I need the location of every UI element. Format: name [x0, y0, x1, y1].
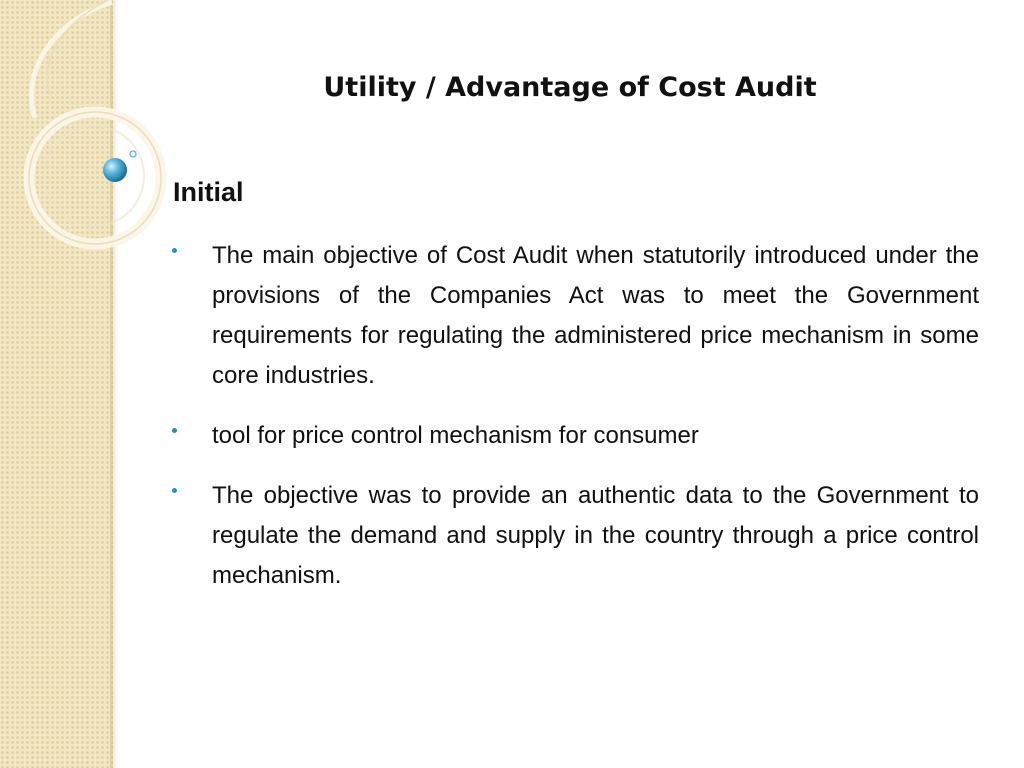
decorative-swirl-icon: [0, 0, 180, 300]
bullet-dot-icon: [172, 248, 177, 253]
bullet-text: The main objective of Cost Audit when statutorily introduced under the provisions of the Companies Act was to meet the Government requirements for regulating the administered price mechanism in some core industries.: [212, 242, 979, 389]
bullet-text: The objective was to provide an authentic data to the Government to regulate the demand and supply in the country through a price control mechanism.: [212, 482, 979, 589]
bullet-item-tool: [172, 416, 979, 456]
bullet-list: [172, 236, 979, 616]
bullet-item-objective: [172, 236, 979, 396]
bullet-dot-icon: [172, 428, 177, 433]
blue-orb-icon: [103, 158, 127, 182]
bullet-text: tool for price control mechanism for consumer: [212, 422, 699, 449]
small-ring-icon: [130, 151, 136, 157]
section-heading: Initial: [173, 177, 244, 207]
bullet-dot-icon: [172, 488, 177, 493]
bullet-item-authentic-data: [172, 476, 979, 596]
slide-title: Utility / Advantage of Cost Audit: [323, 72, 817, 103]
